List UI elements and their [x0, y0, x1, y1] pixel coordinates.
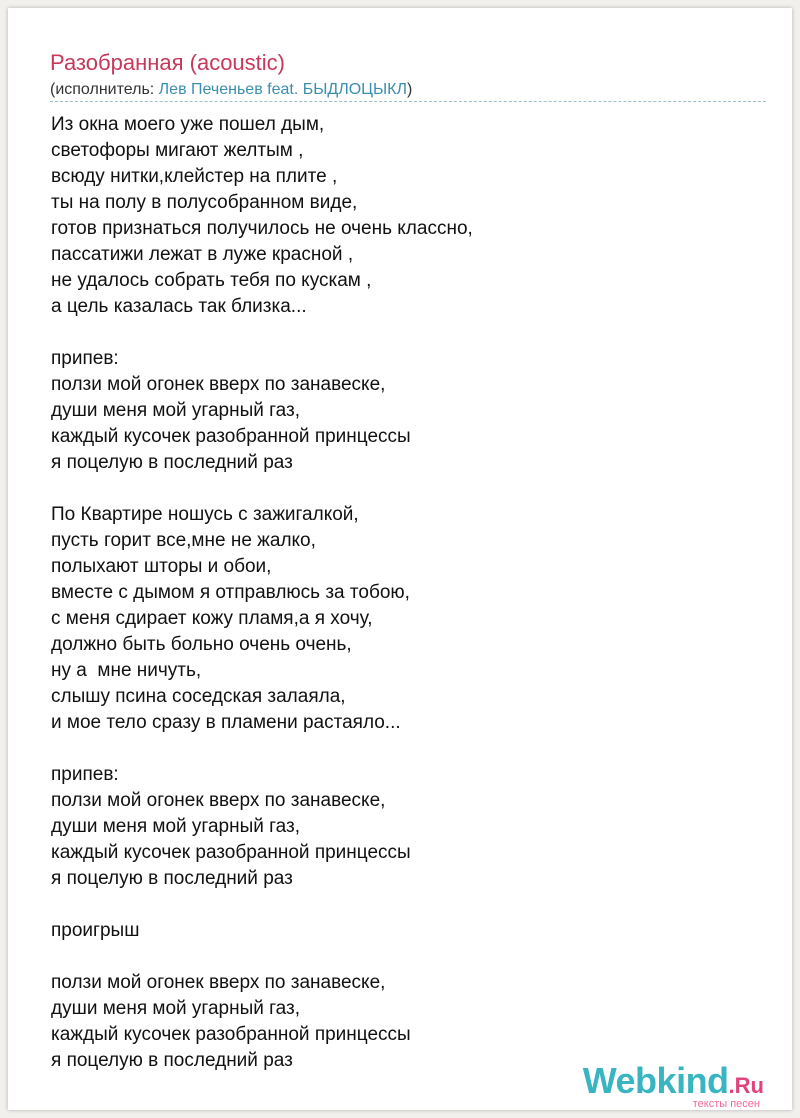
- lyric-line: светофоры мигают желтым ,: [51, 140, 304, 161]
- lyric-line: пассатижи лежат в луже красной ,: [51, 244, 354, 265]
- lyric-line: пусть горит все,мне не жалко,: [51, 530, 316, 551]
- lyric-line: должно быть больно очень очень,: [51, 634, 352, 655]
- lyric-line: ползи мой огонек вверх по занавеске,: [51, 790, 386, 811]
- lyric-line: души меня мой угарный газ,: [51, 816, 300, 837]
- lyric-line: каждый кусочек разобранной принцессы: [51, 1024, 411, 1045]
- lyric-line: По Квартире ношусь с зажигалкой,: [51, 504, 359, 525]
- lyric-line: души меня мой угарный газ,: [51, 400, 300, 421]
- logo-tagline: тексты песен: [692, 1098, 760, 1110]
- lyric-line: вместе с дымом я отправлюсь за тобою,: [51, 582, 410, 603]
- lyric-line: слышу псина соседская залаяла,: [51, 686, 346, 707]
- lyric-line: души меня мой угарный газ,: [51, 998, 300, 1019]
- lyric-line: [51, 944, 771, 970]
- lyric-line: припев:: [51, 764, 119, 785]
- lyric-line: проигрыш: [51, 920, 140, 941]
- lyric-line: ползи мой огонек вверх по занавеске,: [51, 374, 386, 395]
- artist-suffix: ): [406, 81, 413, 98]
- lyric-line: не удалось собрать тебя по кускам ,: [51, 270, 372, 291]
- lyric-line: каждый кусочек разобранной принцессы: [51, 426, 411, 447]
- lyric-line: [51, 892, 771, 918]
- divider: [50, 101, 766, 102]
- lyric-line: [51, 736, 771, 762]
- lyric-line: ползи мой огонек вверх по занавеске,: [51, 972, 386, 993]
- lyrics-body: [51, 112, 771, 1074]
- lyric-line: а цель казалась так близка...: [51, 296, 307, 317]
- lyric-line: я поцелую в последний раз: [51, 452, 293, 473]
- lyric-line: я поцелую в последний раз: [51, 868, 293, 889]
- lyric-line: каждый кусочек разобранной принцессы: [51, 842, 411, 863]
- artist-prefix: (исполнитель:: [50, 81, 159, 98]
- lyric-line: я поцелую в последний раз: [51, 1050, 293, 1071]
- lyric-line: [51, 320, 771, 346]
- artist-line: [50, 81, 412, 99]
- page-sheet: [8, 8, 792, 1110]
- lyric-line: Из окна моего уже пошел дым,: [51, 114, 325, 135]
- logo-name: Webkind: [582, 1060, 729, 1101]
- lyric-line: готов признаться получилось не очень классно,: [51, 218, 473, 239]
- lyric-line: полыхают шторы и обои,: [51, 556, 272, 577]
- site-logo[interactable]: [582, 1060, 764, 1110]
- artist-link[interactable]: Лев Печеньев feat. БЫДЛОЦЫКЛ: [158, 81, 407, 98]
- lyric-line: ты на полу в полусобранном виде,: [51, 192, 358, 213]
- lyric-line: и мое тело сразу в пламени растаяло...: [51, 712, 401, 733]
- lyric-line: с меня сдирает кожу пламя,а я хочу,: [51, 608, 373, 629]
- logo-tld: .Ru: [728, 1073, 764, 1098]
- song-title: Разобранная (acoustic): [50, 50, 285, 75]
- lyric-line: ну а мне ничуть,: [51, 660, 202, 681]
- lyric-line: всюду нитки,клейстер на плите ,: [51, 166, 338, 187]
- lyric-line: [51, 476, 771, 502]
- lyric-line: припев:: [51, 348, 119, 369]
